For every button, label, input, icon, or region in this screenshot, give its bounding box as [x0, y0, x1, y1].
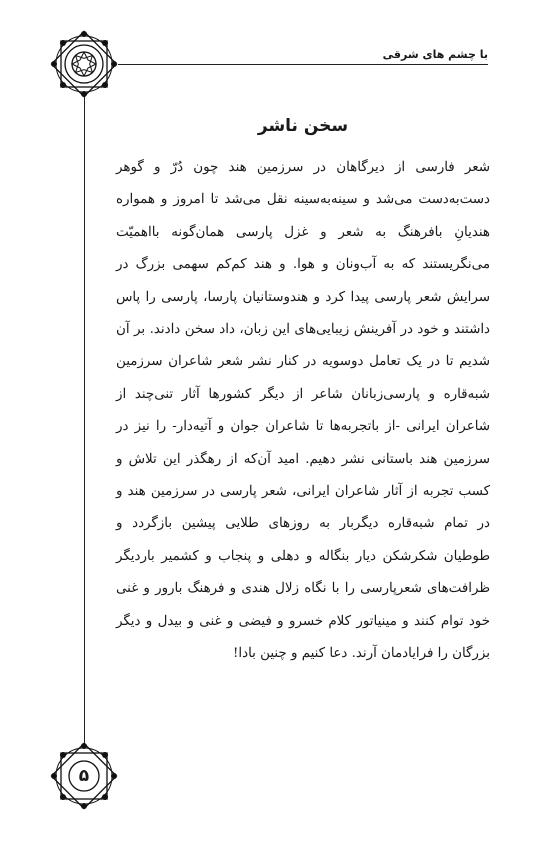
page-number: ۵ — [78, 766, 90, 786]
running-header-title: با چشم های شرقی — [382, 48, 488, 61]
header-rule — [118, 64, 488, 65]
rosette-ornament-icon — [50, 30, 118, 98]
margin-rule — [84, 95, 85, 745]
body-paragraph: شعر فارسی از دیرگاهان در سرزمین هند چون دُرّ و گوهر دست‌به‌دست می‌شد و سینه‌به‌سینه نقل می‌شد تا امروز و همواره هندیانِ بافرهنگ به شعر و غزل پارسی همان‌گونه بااهمیّت می‌نگریستند که به آب‌ونان و هوا. و هند کم‌کم سهمی بزرگ در سرایش شعر پارسی پیدا کرد و هندوستانیان پارسا، پارسی را پاس داشتند و خود در آفرینش زیبایی‌های این زبان، داد سخن دادند. بر آن شدیم تا در یک تعامل دوسویه در کنار نشر شعر شاعران سرزمین شبه‌قاره و پارسی‌زبانان شاعر از دیگر کشورها آثار تنی‌چند از شاعران ایرانی -از باتجربه‌ها تا شاعران جوان و آتیه‌دار- را نیز در سرزمین هند باستانی نشر دهیم. امید آن‌که از رهگذر این تلاش و کسب تجربه از آثار شاعران ایرانی، شعر پارسی در سرزمین هند و در تمام شبه‌قاره دیگربار به روزهای طلایی پیشین بازگردد و طوطیان شکرشکن دیار بنگاله و دهلی و پنجاب و کشمیر باردیگر ظرافت‌های شعرپارسی را با نگاه زلال هندی و فرهنگ بارور و غنی خود توام کنند و مینیاتور کلام خسرو و فیضی و غنی و بیدل و دیگر بزرگان را فرایادمان آرند. دعا کنیم و چنین بادا! — [116, 160, 490, 662]
section-title: سخن ناشر — [257, 116, 349, 136]
